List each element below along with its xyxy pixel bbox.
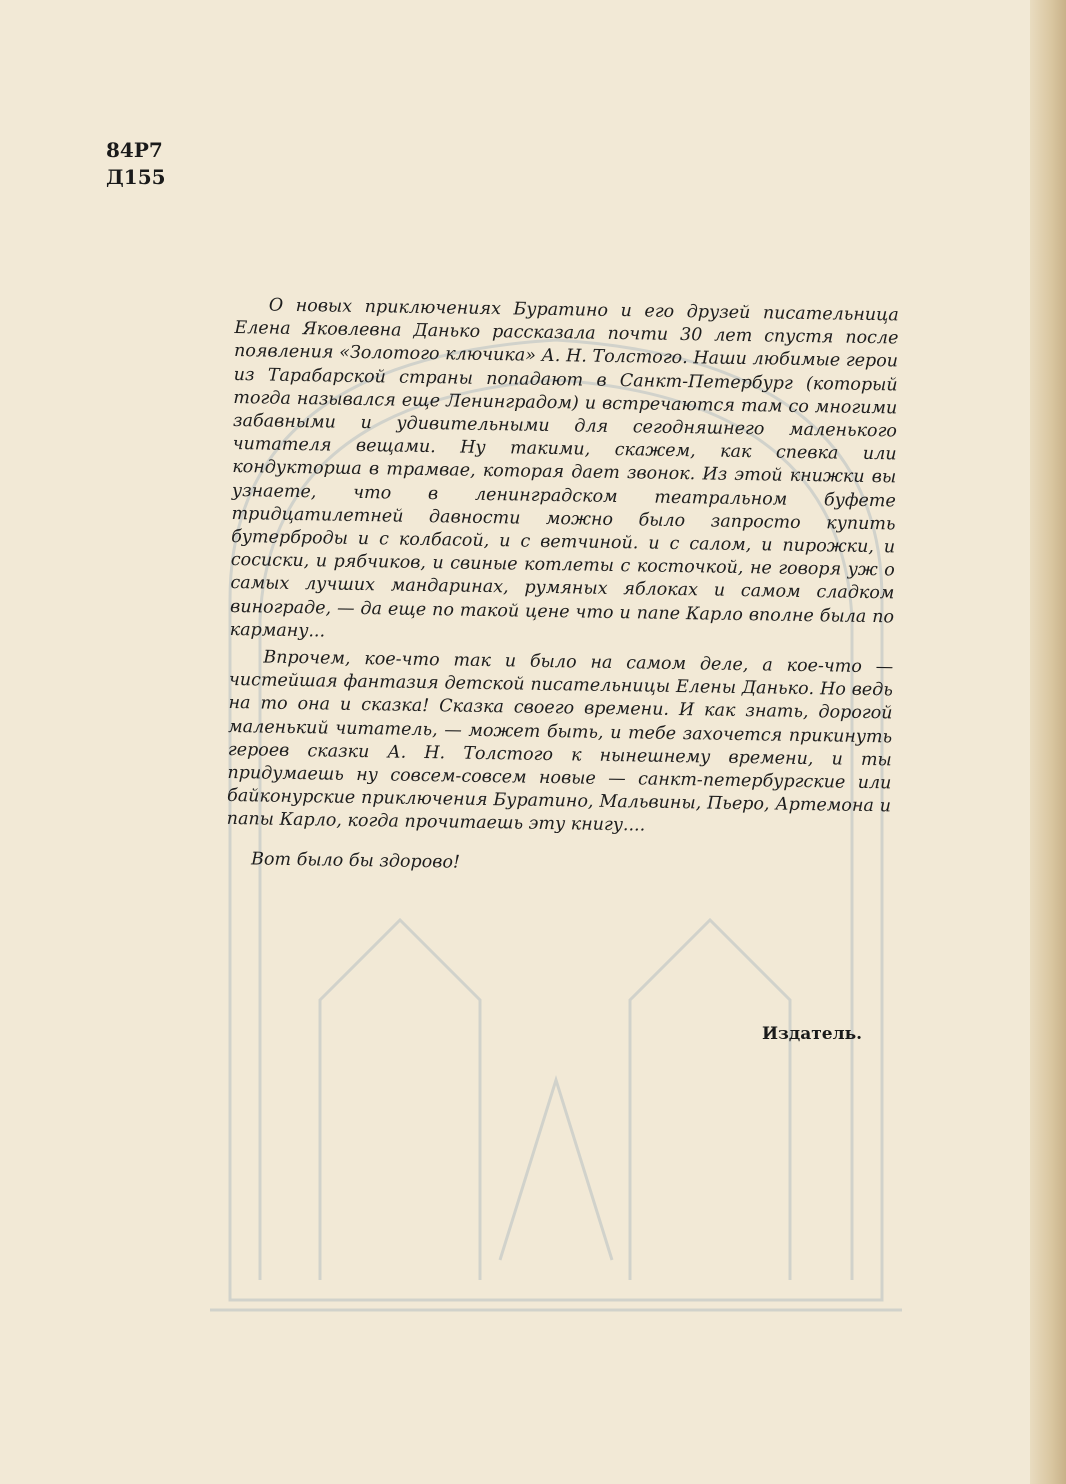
page-edge-shadow xyxy=(1030,0,1066,1484)
annotation-paragraph-1: О новых приключениях Буратино и его друзей писательница Елена Яковлевна Данько рассказала почти 30 лет спустя после появления «Золотого ключика» А. Н. Толстого. Наши любимые герои из Тарабарской страны попадают в Санкт-Петербург (который тогда назывался еще Ленинградом) и встречаются там со многими забавными и удивительными для сегодняшнего маленького читателя вещами. Ну такими, скажем, как спевка или кондукторша в трамвае, которая дает звонок. Из этой книжки вы узнаете, что в ленинградском театральном буфете тридцатилетней давности можно было запросто купить бутерброды и с колбасой, и с ветчиной. и с салом, и пирожки, и сосиски, и рябчиков, и свиные котлеты с косточкой, не говоря уж о самых лучших мандаринах, румяных яблоках и самом сладком винограде, — да еще по такой цене что и папе Карло вполне была по карману... xyxy=(229,295,899,642)
publisher-signature: Издатель. xyxy=(762,1024,863,1044)
closing-line: Вот было бы здорово! xyxy=(250,848,461,873)
classification-code-bbk: 84Р7 xyxy=(106,138,163,162)
annotation-paragraph-2: Впрочем, кое-что так и было на самом деле, а кое-что — чистейшая фантазия детской писательницы Елены Данько. Но ведь на то она и сказка! Сказка своего времени. И как знать, дорогой маленький читатель, — может быть, и тебе захочется прикинуть героев сказки А. Н. Толстого к нынешнему времени, и ты придумаешь ну совсем-совсем новые — санкт-петербургские или байконурские приключения Буратино, Мальвины, Пьеро, Артемона и папы Карло, когда прочитаешь эту книгу.... xyxy=(226,647,894,836)
annotation-text xyxy=(226,294,899,881)
library-classification-codes xyxy=(106,137,166,191)
author-mark: Д155 xyxy=(106,165,166,189)
